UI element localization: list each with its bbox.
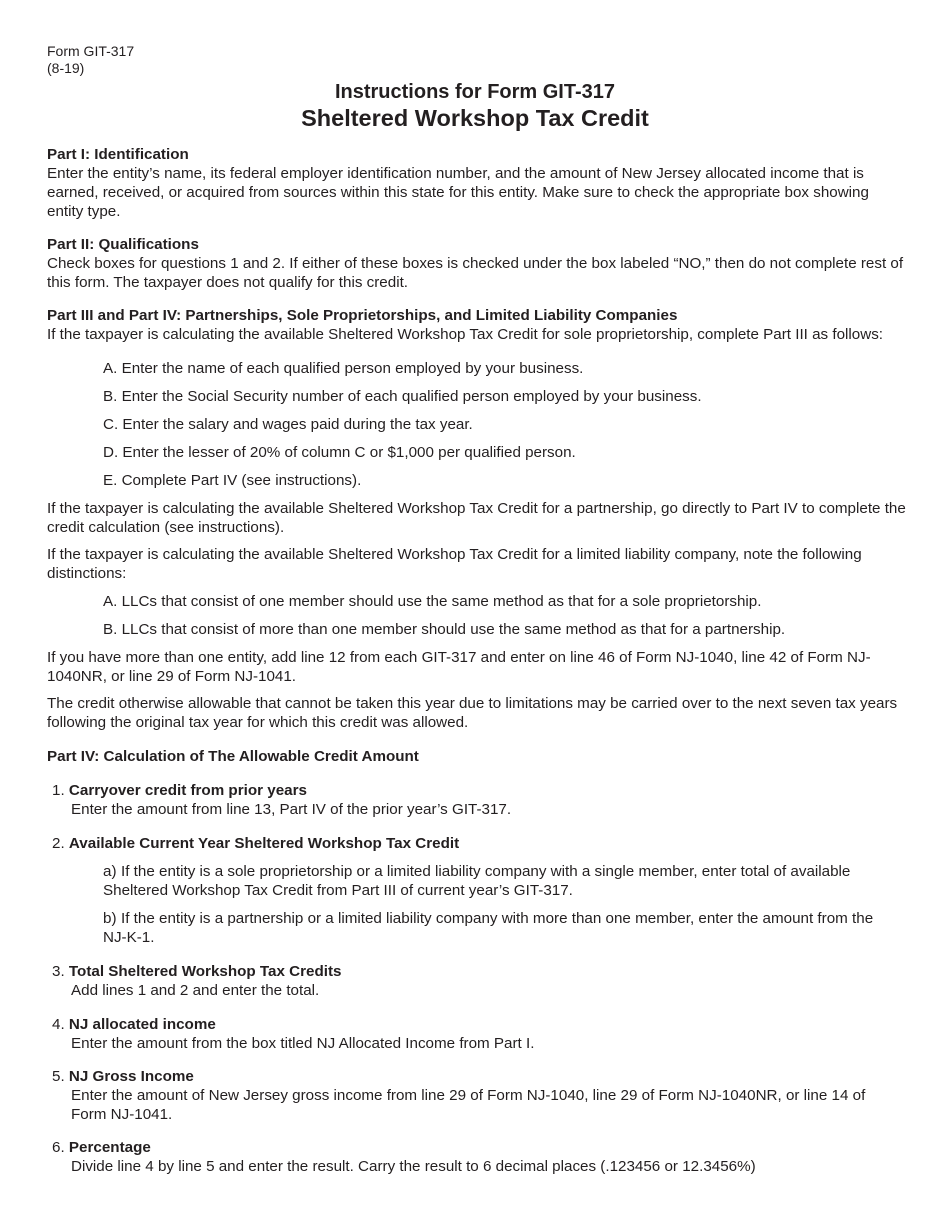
item-number: 5. xyxy=(52,1068,65,1085)
list-item xyxy=(52,1138,902,1176)
part2-heading: Part II: Qualifications xyxy=(47,236,199,253)
item-title: Total Sheltered Workshop Tax Credits xyxy=(68,963,342,980)
item-title: NJ Gross Income xyxy=(68,1068,194,1085)
part3-section xyxy=(47,306,907,344)
part3-multi-entity-text: If you have more than one entity, add line 12 from each GIT-317 and enter on line 46 of Form NJ-1040, line 42 of Form NJ-1040NR, or line 29 of Form NJ-1041. xyxy=(47,649,871,685)
sub-text: If the entity is a sole proprietorship or a limited liability company with a single member, enter total of available Sheltered Workshop Tax Credit from Part III of current year’s GIT-317. xyxy=(103,863,851,899)
sub-label: b) xyxy=(103,910,117,927)
item-text: Enter the amount from line 13, Part IV of the prior year’s GIT-317. xyxy=(71,801,512,818)
list-item: D. Enter the lesser of 20% of column C or $1,000 per qualified person. xyxy=(103,444,576,461)
list-item: B. Enter the Social Security number of each qualified person employed by your business. xyxy=(103,388,702,405)
part1-text: Enter the entity’s name, its federal employer identification number, and the amount of New Jersey allocated income that is earned, received, or acquired from sources within this state for this entity. Make sure to check the appropriate box showing entity type. xyxy=(47,165,869,220)
item-text: Enter the amount of New Jersey gross income from line 29 of Form NJ-1040, line 29 of Form NJ-1040NR, or line 14 of Form NJ-1041. xyxy=(71,1087,866,1123)
item-number: 6. xyxy=(52,1139,65,1156)
part3-llc-intro: If the taxpayer is calculating the available Sheltered Workshop Tax Credit for a limited liability company, note the following distinctions: xyxy=(47,546,862,582)
sub-label: a) xyxy=(103,863,117,880)
list-item: C. Enter the salary and wages paid during the tax year. xyxy=(103,416,473,433)
page-title: Instructions for Form GIT-317 xyxy=(334,81,616,103)
form-revision: (8-19) xyxy=(47,60,85,76)
sub-text: If the entity is a partnership or a limited liability company with more than one member, enter the amount from the NJ-K-1. xyxy=(103,910,874,946)
page-subtitle: Sheltered Workshop Tax Credit xyxy=(301,105,649,131)
part1-heading: Part I: Identification xyxy=(47,146,189,163)
list-item: E. Complete Part IV (see instructions). xyxy=(103,472,362,489)
list-item xyxy=(103,909,893,947)
part2-text: Check boxes for questions 1 and 2. If either of these boxes is checked under the box labeled “NO,” then do not complete rest of this form. The taxpayer does not qualify for this credit. xyxy=(47,255,904,291)
list-item xyxy=(52,834,902,853)
item-text: Enter the amount from the box titled NJ Allocated Income from Part I. xyxy=(71,1035,535,1052)
list-item xyxy=(52,962,902,1000)
part3-heading: Part III and Part IV: Partnerships, Sole Proprietorships, and Limited Liability Companies xyxy=(47,307,678,324)
list-item xyxy=(103,862,893,900)
item-text: Divide line 4 by line 5 and enter the result. Carry the result to 6 decimal places (.123456 or 12.3456%) xyxy=(71,1158,756,1175)
form-name: Form GIT-317 xyxy=(47,43,135,59)
form-identifier xyxy=(47,43,134,77)
item-number: 4. xyxy=(52,1016,65,1033)
item-title: Percentage xyxy=(68,1139,151,1156)
item-number: 1. xyxy=(52,782,65,799)
item-text: Add lines 1 and 2 and enter the total. xyxy=(71,982,320,999)
list-item xyxy=(52,1015,902,1053)
item-number: 2. xyxy=(52,835,65,852)
part3-partnership-text: If the taxpayer is calculating the available Sheltered Workshop Tax Credit for a partnership, go directly to Part IV to complete the credit calculation (see instructions). xyxy=(47,500,906,536)
item-title: Carryover credit from prior years xyxy=(68,782,307,799)
part3-carryover-text: The credit otherwise allowable that cannot be taken this year due to limitations may be carried over to the next seven tax years following the original tax year for which this credit was allowed. xyxy=(47,695,898,731)
item-title: Available Current Year Sheltered Workshop Tax Credit xyxy=(68,835,460,852)
part2-section xyxy=(47,235,907,292)
item-title: NJ allocated income xyxy=(68,1016,216,1033)
list-item xyxy=(52,781,902,819)
list-item xyxy=(52,1067,902,1124)
part4-heading: Part IV: Calculation of The Allowable Credit Amount xyxy=(47,748,419,765)
item-number: 3. xyxy=(52,963,65,980)
list-item: B. LLCs that consist of more than one member should use the same method as that for a partnership. xyxy=(103,621,786,638)
list-item: A. Enter the name of each qualified person employed by your business. xyxy=(103,360,584,377)
list-item: A. LLCs that consist of one member should use the same method as that for a sole proprietorship. xyxy=(103,593,762,610)
part3-intro: If the taxpayer is calculating the available Sheltered Workshop Tax Credit for sole proprietorship, complete Part III as follows: xyxy=(47,326,884,343)
part1-section xyxy=(47,145,907,221)
